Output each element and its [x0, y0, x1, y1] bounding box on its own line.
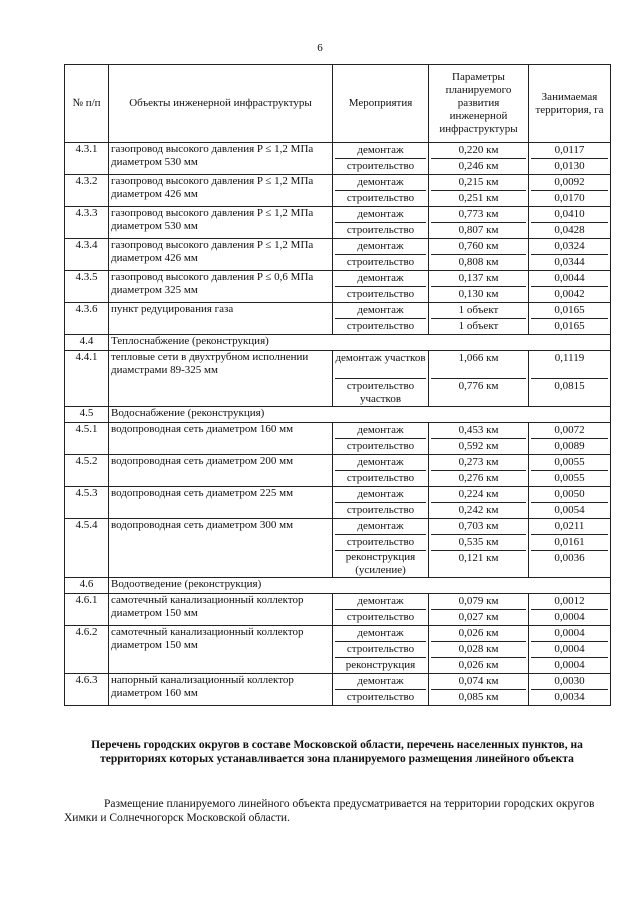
section-row — [65, 578, 611, 594]
params-value: 0,807 км — [431, 222, 526, 238]
area-value: 0,0089 — [531, 438, 608, 454]
area-cell — [529, 487, 611, 519]
params-value: 0,773 км — [458, 208, 499, 220]
activity-value: демонтаж — [357, 240, 404, 252]
row-object: газопровод высокого давления P ≤ 1,2 МПа диаметром 530 мм — [109, 207, 333, 239]
table-row — [65, 626, 611, 674]
activity-value: демонтаж — [357, 272, 404, 284]
params-value: 0,137 км — [458, 272, 499, 284]
area-value: 0,0161 — [531, 534, 608, 550]
params-value: 0,026 км — [431, 657, 526, 673]
row-num: 4.6.1 — [65, 594, 109, 626]
params-value: 0,130 км — [431, 286, 526, 302]
row-object: газопровод высокого давления P ≤ 0,6 МПа диаметром 325 мм — [109, 271, 333, 303]
table-row — [65, 207, 611, 239]
area-value: 0,0042 — [531, 286, 608, 302]
table-row — [65, 487, 611, 519]
table-row — [65, 423, 611, 455]
area-value: 0,0130 — [531, 158, 608, 174]
row-object: газопровод высокого давления P ≤ 1,2 МПа диаметром 426 мм — [109, 175, 333, 207]
area-value: 0,1119 — [554, 352, 585, 364]
row-num: 4.5.4 — [65, 519, 109, 578]
params-value: 0,592 км — [431, 438, 526, 454]
section-title: Теплоснабжение (реконструкция) — [109, 335, 611, 351]
params-value: 0,026 км — [458, 627, 499, 639]
row-num: 4.5.1 — [65, 423, 109, 455]
activity-cell — [333, 239, 429, 271]
area-value: 0,0815 — [531, 378, 608, 406]
area-value: 0,0165 — [531, 318, 608, 334]
area-value: 0,0092 — [554, 176, 585, 188]
table-row — [65, 239, 611, 271]
row-object: самотечный канализационный коллектор диаметром 150 мм — [109, 626, 333, 674]
row-object: газопровод высокого давления P ≤ 1,2 МПа диаметром 426 мм — [109, 239, 333, 271]
row-object: водопроводная сеть диаметром 160 мм — [109, 423, 333, 455]
header-object: Объекты инженерной инфраструктуры — [109, 65, 333, 143]
activity-cell — [333, 207, 429, 239]
row-object: газопровод высокого давления P ≤ 1,2 МПа диаметром 530 мм — [109, 143, 333, 175]
params-cell — [429, 207, 529, 239]
table-row — [65, 455, 611, 487]
header-num: № п/п — [65, 65, 109, 143]
section-row — [65, 407, 611, 423]
activity-value: реконструкция (усиление) — [335, 550, 426, 577]
table-row — [65, 175, 611, 207]
params-cell — [429, 143, 529, 175]
row-object: напорный канализационный коллектор диаметром 160 мм — [109, 674, 333, 706]
params-cell — [429, 175, 529, 207]
params-value: 0,276 км — [431, 470, 526, 486]
params-value: 0,215 км — [458, 176, 499, 188]
activity-value: демонтаж — [357, 144, 404, 156]
row-num: 4.3.6 — [65, 303, 109, 335]
area-cell — [529, 351, 611, 407]
params-value: 0,246 км — [431, 158, 526, 174]
row-num: 4.3.2 — [65, 175, 109, 207]
params-cell — [429, 487, 529, 519]
params-value: 0,251 км — [431, 190, 526, 206]
params-cell — [429, 519, 529, 578]
page-number: 6 — [317, 42, 323, 54]
area-value: 0,0012 — [554, 595, 585, 607]
area-cell — [529, 303, 611, 335]
activity-cell — [333, 351, 429, 407]
activity-value: реконструкция — [335, 657, 426, 673]
params-value: 0,242 км — [431, 502, 526, 518]
activity-value: демонтаж — [357, 176, 404, 188]
params-value: 0,224 км — [458, 488, 499, 500]
activity-value: строительство — [335, 286, 426, 302]
params-value: 0,121 км — [431, 550, 526, 566]
activity-value: строительство — [335, 318, 426, 334]
params-value: 0,760 км — [458, 240, 499, 252]
params-cell — [429, 351, 529, 407]
params-value: 0,085 км — [431, 689, 526, 705]
activity-value: демонтаж — [357, 675, 404, 687]
area-value: 0,0050 — [554, 488, 585, 500]
row-num: 4.3.4 — [65, 239, 109, 271]
params-cell — [429, 271, 529, 303]
row-num: 4.6.3 — [65, 674, 109, 706]
area-value: 0,0004 — [531, 657, 608, 673]
row-num: 4.4.1 — [65, 351, 109, 407]
area-value: 0,0211 — [554, 520, 585, 532]
activity-value: строительство — [335, 438, 426, 454]
area-cell — [529, 271, 611, 303]
params-value: 0,535 км — [431, 534, 526, 550]
area-cell — [529, 674, 611, 706]
activity-cell — [333, 487, 429, 519]
area-value: 0,0170 — [531, 190, 608, 206]
section-heading: Перечень городских округов в составе Московской области, перечень населенных пунктов, на территориях которых устанавливается зона планируемого размещения линейного объекта — [91, 739, 583, 765]
activity-value: демонтаж — [357, 456, 404, 468]
row-num: 4.3.5 — [65, 271, 109, 303]
row-object: тепловые сети в двухтрубном исполнении диамстрами 89-325 мм — [109, 351, 333, 407]
activity-cell — [333, 455, 429, 487]
area-cell — [529, 519, 611, 578]
area-cell — [529, 175, 611, 207]
params-value: 0,808 км — [431, 254, 526, 270]
params-value: 1 объект — [458, 304, 499, 316]
table-row — [65, 271, 611, 303]
params-value: 0,074 км — [458, 675, 499, 687]
table-row — [65, 594, 611, 626]
activity-value: демонтаж — [357, 595, 404, 607]
params-cell — [429, 239, 529, 271]
activity-value: демонтаж — [357, 424, 404, 436]
area-value: 0,0055 — [554, 456, 585, 468]
activity-value: строительство — [335, 534, 426, 550]
params-value: 0,776 км — [431, 378, 526, 406]
section-title: Водоснабжение (реконструкция) — [109, 407, 611, 423]
section-row — [65, 335, 611, 351]
header-params: Параметры планируемого развития инженерной инфраструктуры — [429, 65, 529, 143]
table-row — [65, 674, 611, 706]
activity-value: демонтаж — [357, 304, 404, 316]
area-value: 0,0044 — [554, 272, 585, 284]
area-value: 0,0034 — [531, 689, 608, 705]
header-area: Занимаемая территория, га — [529, 65, 611, 143]
row-object: водопроводная сеть диаметром 225 мм — [109, 487, 333, 519]
section-num: 4.6 — [65, 578, 109, 594]
area-value: 0,0165 — [554, 304, 585, 316]
activity-value: строительство — [335, 609, 426, 625]
row-num: 4.3.3 — [65, 207, 109, 239]
area-cell — [529, 455, 611, 487]
row-object: водопроводная сеть диаметром 200 мм — [109, 455, 333, 487]
params-cell — [429, 674, 529, 706]
params-value: 0,027 км — [431, 609, 526, 625]
activity-value: демонтаж — [357, 208, 404, 220]
activity-value: строительство — [335, 641, 426, 657]
activity-value: демонтаж — [357, 627, 404, 639]
activity-value: строительство — [335, 470, 426, 486]
area-value: 0,0072 — [554, 424, 585, 436]
activity-value: строительство участков — [335, 378, 426, 406]
row-object: пункт редуцирования газа — [109, 303, 333, 335]
row-object: самотечный канализационный коллектор диаметром 150 мм — [109, 594, 333, 626]
area-cell — [529, 143, 611, 175]
params-value: 1 объект — [431, 318, 526, 334]
activity-value: строительство — [335, 190, 426, 206]
header-activity: Мероприятия — [333, 65, 429, 143]
table-row — [65, 519, 611, 578]
activity-cell — [333, 594, 429, 626]
activity-cell — [333, 519, 429, 578]
table-row — [65, 143, 611, 175]
params-value: 0,220 км — [458, 144, 499, 156]
area-value: 0,0410 — [554, 208, 585, 220]
section-num: 4.5 — [65, 407, 109, 423]
section-title: Водоотведение (реконструкция) — [109, 578, 611, 594]
activity-cell — [333, 271, 429, 303]
area-value: 0,0036 — [531, 550, 608, 566]
activity-cell — [333, 143, 429, 175]
area-cell — [529, 594, 611, 626]
activity-cell — [333, 423, 429, 455]
activity-value: строительство — [335, 254, 426, 270]
area-value: 0,0004 — [531, 641, 608, 657]
area-cell — [529, 207, 611, 239]
row-num: 4.6.2 — [65, 626, 109, 674]
activity-value: строительство — [335, 158, 426, 174]
infrastructure-table — [64, 64, 611, 706]
params-value: 0,453 км — [458, 424, 499, 436]
table-body — [65, 143, 611, 706]
params-value: 0,028 км — [431, 641, 526, 657]
params-value: 1,066 км — [458, 352, 499, 364]
params-cell — [429, 455, 529, 487]
table-row — [65, 351, 611, 407]
area-value: 0,0428 — [531, 222, 608, 238]
activity-value: демонтаж — [357, 488, 404, 500]
activity-value: строительство — [335, 222, 426, 238]
activity-value: демонтаж участков — [335, 352, 426, 364]
params-cell — [429, 594, 529, 626]
activity-cell — [333, 674, 429, 706]
area-value: 0,0054 — [531, 502, 608, 518]
area-cell — [529, 239, 611, 271]
area-value: 0,0030 — [554, 675, 585, 687]
params-cell — [429, 303, 529, 335]
params-value: 0,079 км — [458, 595, 499, 607]
params-cell — [429, 423, 529, 455]
area-value: 0,0055 — [531, 470, 608, 486]
body-paragraph: Размещение планируемого линейного объекта предусматривается на территории городских округов Химки и Солнечногорск Московской области. — [64, 798, 595, 824]
area-cell — [529, 423, 611, 455]
area-value: 0,0344 — [531, 254, 608, 270]
area-value: 0,0324 — [554, 240, 585, 252]
params-value: 0,273 км — [458, 456, 499, 468]
row-object: водопроводная сеть диаметром 300 мм — [109, 519, 333, 578]
activity-cell — [333, 626, 429, 674]
table-row — [65, 303, 611, 335]
area-cell — [529, 626, 611, 674]
params-value: 0,703 км — [458, 520, 499, 532]
row-num: 4.3.1 — [65, 143, 109, 175]
params-cell — [429, 626, 529, 674]
row-num: 4.5.2 — [65, 455, 109, 487]
area-value: 0,0117 — [554, 144, 585, 156]
activity-value: строительство — [335, 502, 426, 518]
activity-value: строительство — [335, 689, 426, 705]
activity-value: демонтаж — [357, 520, 404, 532]
row-num: 4.5.3 — [65, 487, 109, 519]
area-value: 0,0004 — [554, 627, 585, 639]
section-num: 4.4 — [65, 335, 109, 351]
area-value: 0,0004 — [531, 609, 608, 625]
activity-cell — [333, 303, 429, 335]
activity-cell — [333, 175, 429, 207]
